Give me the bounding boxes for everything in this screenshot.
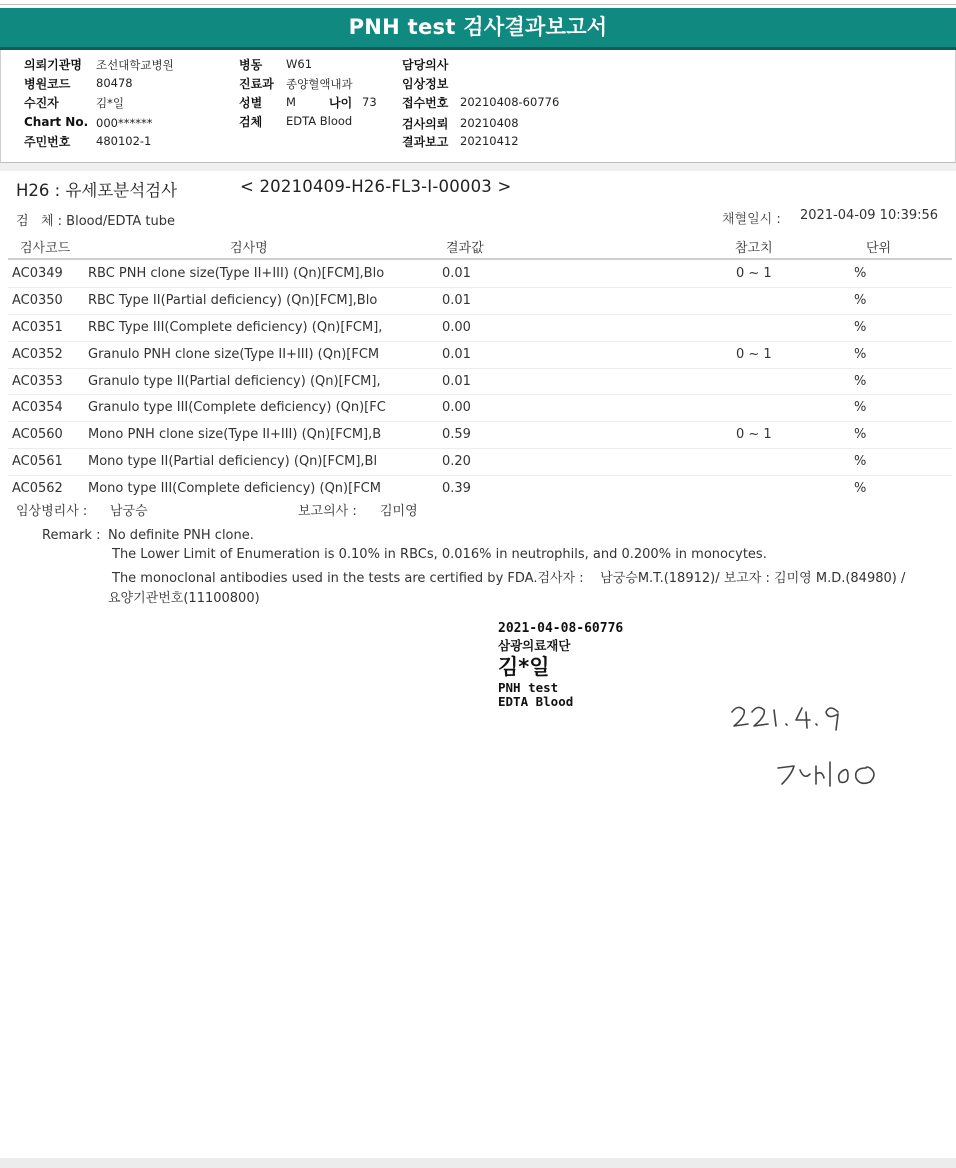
section-title: H26 : 유세포분석검사 [16, 181, 178, 200]
row-unit: % [854, 400, 867, 416]
report-date-label: 결과보고 [402, 135, 449, 149]
pathologist-label: 임상병리사 : [16, 504, 88, 519]
header-reference: 참고치 [735, 241, 773, 256]
specimen-value: EDTA Blood [286, 114, 353, 128]
remark-line-1: No definite PNH clone. [108, 528, 254, 543]
row-code: AC0352 [12, 346, 63, 362]
hospital-code-label: 병원코드 [24, 77, 71, 91]
row-unit: % [854, 373, 867, 389]
doctor-label: 담당의사 [402, 58, 449, 72]
table-row [8, 288, 952, 315]
receipt-label: 접수번호 [402, 96, 449, 110]
row-unit: % [854, 481, 867, 497]
remark-line-2: The Lower Limit of Enumeration is 0.10% in RBCs, 0.016% in neutrophils, and 0.200% in monocytes. [112, 547, 767, 562]
ward-value: W61 [286, 57, 313, 71]
report-date-value: 20210412 [460, 134, 519, 148]
specimen-label: 검체 [239, 115, 263, 129]
row-code: AC0562 [12, 481, 63, 497]
ward-label: 병동 [239, 58, 263, 72]
row-name: Granulo type II(Partial deficiency) (Qn)[FCM], [88, 373, 381, 389]
header-divider [8, 258, 952, 260]
table-row [8, 449, 952, 476]
row-unit: % [854, 266, 867, 281]
row-name: Mono type II(Partial deficiency) (Qn)[FCM],Bl [88, 454, 378, 470]
row-code: AC0354 [12, 400, 63, 416]
row-name: RBC Type III(Complete deficiency) (Qn)[FCM], [88, 319, 383, 335]
age-label: 나이 [329, 96, 353, 110]
sex-value: M [286, 95, 296, 109]
page-footer-band [0, 1158, 956, 1168]
reporter-name: 김미영 [380, 504, 418, 519]
results-table [8, 261, 952, 502]
top-rule [0, 4, 956, 5]
remark-label: Remark : [42, 528, 101, 543]
chart-value: 000****** [96, 116, 153, 130]
row-name: Granulo type III(Complete deficiency) (Qn)[FC [88, 400, 386, 416]
row-result: 0.20 [442, 454, 471, 470]
table-row [8, 261, 952, 288]
row-unit: % [854, 454, 867, 470]
row-result: 0.00 [442, 319, 471, 335]
remark-line-3: The monoclonal antibodies used in the tests are certified by FDA.검사자 : 남궁승M.T.(18912)/ 보고자 : 김미영 M.D.(84980) / [112, 571, 906, 586]
remark-line-4: 요양기관번호(11100800) [108, 591, 260, 606]
pathologist-name: 남궁승 [110, 504, 148, 519]
header-result: 결과값 [446, 241, 484, 256]
row-name: RBC Type II(Partial deficiency) (Qn)[FCM],Blo [88, 292, 378, 308]
id-label: 주민번호 [24, 135, 71, 149]
clinical-label: 임상정보 [402, 77, 449, 91]
row-result: 0.01 [442, 346, 471, 362]
table-row [8, 315, 952, 342]
receipt-value: 20210408-60776 [460, 95, 560, 109]
header-name: 검사명 [230, 241, 268, 256]
section-separator [0, 163, 956, 171]
row-unit: % [854, 319, 867, 335]
accession-number: < 20210409-H26-FL3-I-00003 > [240, 177, 512, 196]
patient-info-box [0, 50, 956, 163]
row-name: Mono type III(Complete deficiency) (Qn)[FCM [88, 481, 381, 497]
collected-value: 2021-04-09 10:39:56 [800, 208, 939, 223]
sex-label: 성별 [239, 96, 263, 110]
sticker-lab-name: 삼광의료재단 [498, 638, 571, 653]
row-reference: 0 ~ 1 [736, 346, 772, 362]
sticker-test: PNH test [498, 680, 559, 695]
id-value: 480102-1 [96, 134, 152, 148]
row-result: 0.01 [442, 373, 471, 389]
row-result: 0.01 [442, 266, 471, 281]
request-label: 검사의뢰 [402, 117, 449, 131]
table-row [8, 395, 952, 422]
row-reference: 0 ~ 1 [736, 427, 772, 443]
row-result: 0.01 [442, 292, 471, 308]
institution-label: 의뢰기관명 [24, 58, 82, 72]
institution-value: 조선대학교병원 [96, 58, 174, 72]
row-code: AC0561 [12, 454, 63, 470]
report-title: PNH test 검사결과보고서 [0, 8, 956, 47]
row-result: 0.00 [442, 400, 471, 416]
table-row [8, 369, 952, 396]
request-value: 20210408 [460, 116, 519, 130]
row-code: AC0351 [12, 319, 63, 335]
row-result: 0.59 [442, 427, 471, 443]
sticker-patient: 김*일 [498, 655, 550, 679]
row-unit: % [854, 292, 867, 308]
table-row [8, 342, 952, 369]
row-code: AC0350 [12, 292, 63, 308]
specimen-text: 검 체 : Blood/EDTA tube [16, 214, 175, 229]
sticker-specimen: EDTA Blood [498, 694, 574, 709]
row-name: Mono PNH clone size(Type II+III) (Qn)[FCM],B [88, 427, 382, 443]
department-value: 종양혈액내과 [286, 77, 353, 91]
patient-label: 수진자 [24, 96, 59, 110]
collected-label: 채혈일시 : [722, 212, 781, 227]
reporter-label: 보고의사 : [298, 504, 357, 519]
handwritten-annotation [720, 690, 900, 800]
row-name: RBC PNH clone size(Type II+III) (Qn)[FCM],Blo [88, 266, 385, 281]
patient-value: 김*일 [96, 96, 124, 110]
row-reference: 0 ~ 1 [736, 266, 772, 281]
row-result: 0.39 [442, 481, 471, 497]
row-unit: % [854, 427, 867, 443]
table-row [8, 422, 952, 449]
header-unit: 단위 [866, 241, 892, 256]
row-code: AC0560 [12, 427, 63, 443]
table-row [8, 476, 952, 502]
chart-label: Chart No. [24, 115, 89, 129]
department-label: 진료과 [239, 77, 274, 91]
row-code: AC0353 [12, 373, 63, 389]
row-code: AC0349 [12, 266, 63, 281]
age-value: 73 [362, 95, 377, 109]
row-name: Granulo PNH clone size(Type II+III) (Qn)[FCM [88, 346, 380, 362]
header-code: 검사코드 [20, 241, 71, 256]
row-unit: % [854, 346, 867, 362]
hospital-code-value: 80478 [96, 76, 133, 90]
sticker-accession: 2021-04-08-60776 [498, 621, 624, 636]
